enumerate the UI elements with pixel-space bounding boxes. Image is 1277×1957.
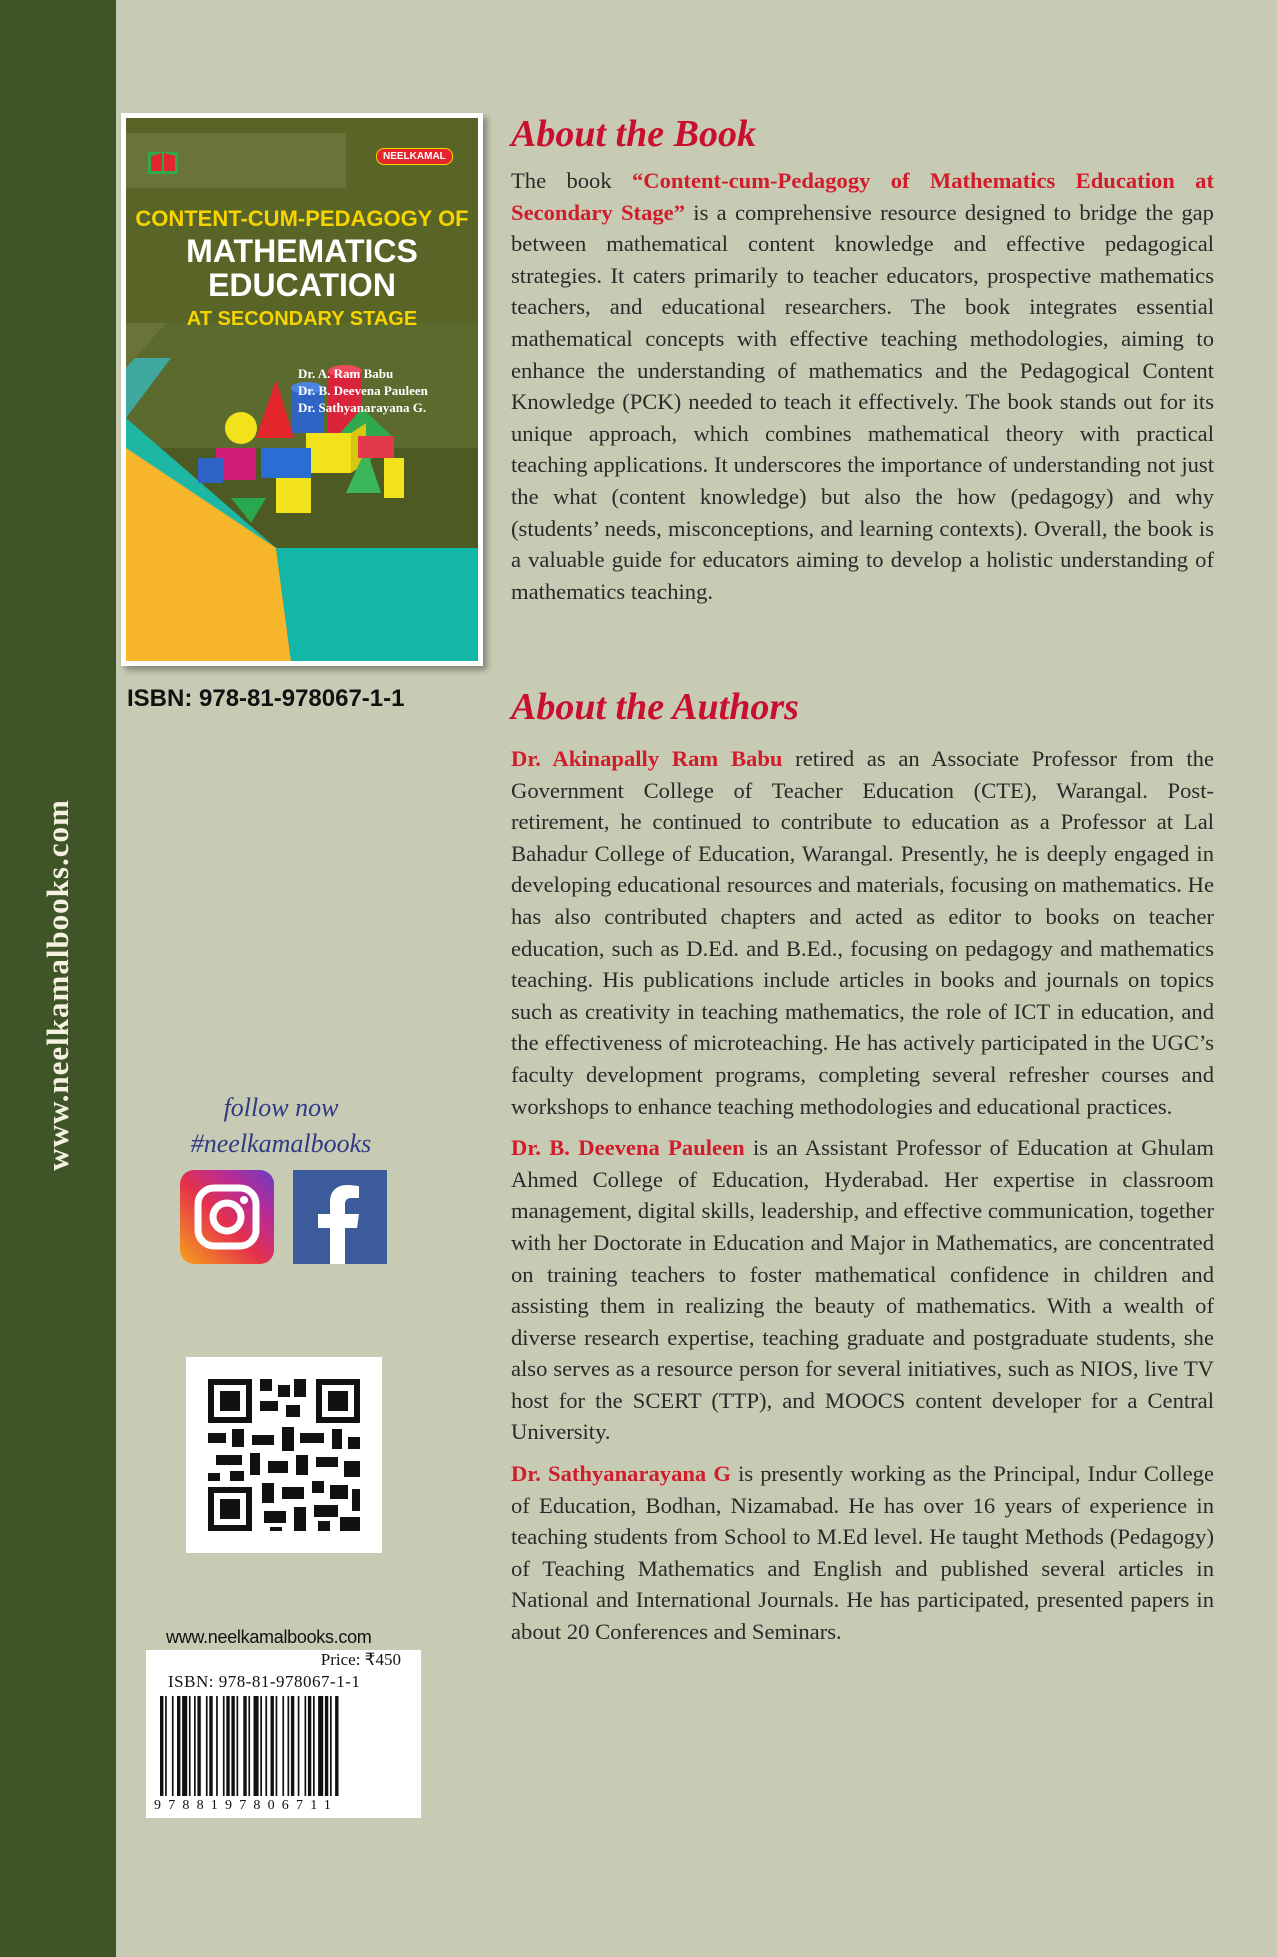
cover-thumbnail [121, 113, 483, 666]
about-authors-heading: About the Authors [511, 686, 799, 728]
barcode-bar [254, 1696, 259, 1796]
barcode-bar [335, 1696, 338, 1796]
barcode-bar [298, 1696, 300, 1796]
instagram-icon[interactable] [180, 1170, 274, 1264]
barcode-bars [160, 1696, 408, 1796]
isbn-label: ISBN: 978-81-978067-1-1 [127, 685, 405, 712]
barcode-bar [308, 1696, 311, 1796]
about-book-section [511, 112, 1214, 607]
about-book-body: is a comprehensive resource designed to bridge the gap between mathematical content knowledge and effective pedagogical strategies. It caters primarily to teacher educators, prospective mathematics teachers, and educational researchers. The book integrates essential mathematical concepts with effective teaching methodologies, aiming to enhance the understanding of mathematics and the Pedagogical Content Knowledge (PCK) needed to teach it effectively. The book stands out for its unique approach, which combines mathematical theory with practical teaching applications. It underscores the importance of understanding not just the what (content knowledge) but also the how (pedagogy) and why (students’ needs, misconceptions, and learning contexts). Overall, the book is a valuable guide for educators aiming to develop a holistic understanding of mathematics teaching. [511, 199, 1214, 604]
cover-authors [298, 365, 428, 416]
about-authors-section [511, 685, 1214, 1648]
barcode-isbn: ISBN: 978-81-978067-1-1 [168, 1672, 361, 1691]
author3-name: Dr. Sathyanarayana G [511, 1461, 731, 1487]
author1-name: Dr. Akinapally Ram Babu [511, 746, 783, 771]
cover-author: Dr. A. Ram Babu [298, 366, 394, 381]
barcode-bar [209, 1696, 212, 1796]
barcode-bar [172, 1696, 174, 1796]
hashtag-text: #neelkamalbooks [190, 1129, 372, 1158]
author3-text: is presently working as the Principal, Indur College of Education, Bodhan, Nizamabad. He has over 16 years of experience in teaching students from School to M.Ed level. He taught Methods (Pedagogy) of Teaching Mathematics and English and published several articles in National and International Journals. He has participated, presented papers in about 20 Conferences and Seminars. [511, 1461, 1214, 1645]
barcode-bar [194, 1696, 196, 1796]
about-book-intro: The book [511, 168, 632, 193]
spine [0, 0, 116, 1957]
cover-title-line2: MATHEMATICS [186, 233, 418, 269]
barcode-bar [313, 1696, 315, 1796]
barcode-bar [243, 1696, 246, 1796]
barcode-bar [318, 1696, 323, 1796]
author2-text: is an Assistant Professor of Education at Ghulam Ahmed College of Education, Hyderabad. Her expertise in classroom management, digital skills, leadership, and effective communication, together with her Doctorate in Education and Major in Mathematics, are concentrated on training teachers to foster mathematical confidence in children and assisting them in realizing the beauty of mathematics. With a wealth of diverse research expertise, teaching graduate and postgraduate students, she also serves as a resource person for several initiatives, such as NIOS, live TV host for the SCERT (TTP), and MOOCS content developer for a Central University. [511, 1135, 1214, 1445]
barcode-bar [271, 1696, 274, 1796]
author2-bio [511, 1132, 1214, 1448]
author2-name: Dr. B. Deevena Pauleen [511, 1135, 745, 1161]
barcode-bar [206, 1696, 208, 1796]
barcode-bar [182, 1696, 187, 1796]
website-label: www.neelkamalbooks.com [166, 1627, 372, 1647]
author3-bio [511, 1458, 1214, 1648]
barcode-bar [282, 1696, 284, 1796]
barcode-bar [265, 1696, 267, 1796]
barcode-bar [165, 1696, 167, 1796]
barcode-bar [189, 1696, 191, 1796]
barcode-bar [260, 1696, 262, 1796]
barcode-bar [248, 1696, 250, 1796]
barcode-bar [226, 1696, 229, 1796]
barcode-bar [197, 1696, 200, 1796]
price-label: Price: ₹450 [320, 1650, 401, 1669]
barcode-bar [330, 1696, 332, 1796]
cover-title-line3: EDUCATION [208, 267, 396, 303]
facebook-icon[interactable] [293, 1170, 387, 1264]
about-book-text [511, 165, 1214, 607]
barcode-bar [160, 1696, 163, 1796]
barcode-panel [146, 1650, 421, 1818]
publisher-logo-icon [148, 148, 178, 174]
follow-block [176, 1090, 386, 1162]
cover-title-main [126, 234, 478, 302]
about-book-heading: About the Book [511, 113, 756, 155]
barcode-bar [305, 1696, 307, 1796]
book-title-emphasis: “Content-cum-Pedagogy of Mathematics Education at Secondary Stage” [511, 168, 1214, 225]
barcode-bar [325, 1696, 328, 1796]
barcode-bar [216, 1696, 218, 1796]
spine-url: www.neelkamalbooks.com [40, 799, 75, 1171]
cover-title-line1: CONTENT-CUM-PEDAGOGY OF [135, 206, 469, 231]
author1-text: retired as an Associate Professor from the Government College of Teacher Education (CTE), Warangal. Post-retirement, he continued to contribute to education as a Professor at Lal Bahadur College of Education, Warangal. Presently, he is deeply engaged in developing educational resources and materials, focusing on mathematics. He has also contributed chapters and acted as editor to books on teacher education, such as D.Ed. and B.Ed., focusing on pedagogy and mathematics teaching. His publications include articles in books and journals on topics such as creativity in teaching mathematics, the role of ICT in education, and the effectiveness of microteaching. He has actively participated in the UGC’s faculty development programs, completing several refresher courses and workshops to enhance teaching methodologies and educational practices. [511, 746, 1214, 1119]
barcode-bar [288, 1696, 290, 1796]
cover-title-line4: AT SECONDARY STAGE [186, 308, 418, 330]
barcode-bar [276, 1696, 278, 1796]
qr-code [186, 1357, 382, 1553]
barcode-digits: 9788197806711 [154, 1798, 339, 1813]
cover-author: Dr. Sathyanarayana G. [298, 400, 427, 415]
cover-author: Dr. B. Deevena Pauleen [298, 383, 428, 398]
barcode-bar [237, 1696, 239, 1796]
cover-brand: NEELKAMAL [376, 148, 453, 165]
follow-text: follow now [223, 1093, 339, 1122]
barcode-bar [291, 1696, 294, 1796]
barcode-bar [177, 1696, 180, 1796]
barcode-bar [231, 1696, 234, 1796]
barcode-bar [223, 1696, 225, 1796]
author1-bio [511, 743, 1214, 1122]
